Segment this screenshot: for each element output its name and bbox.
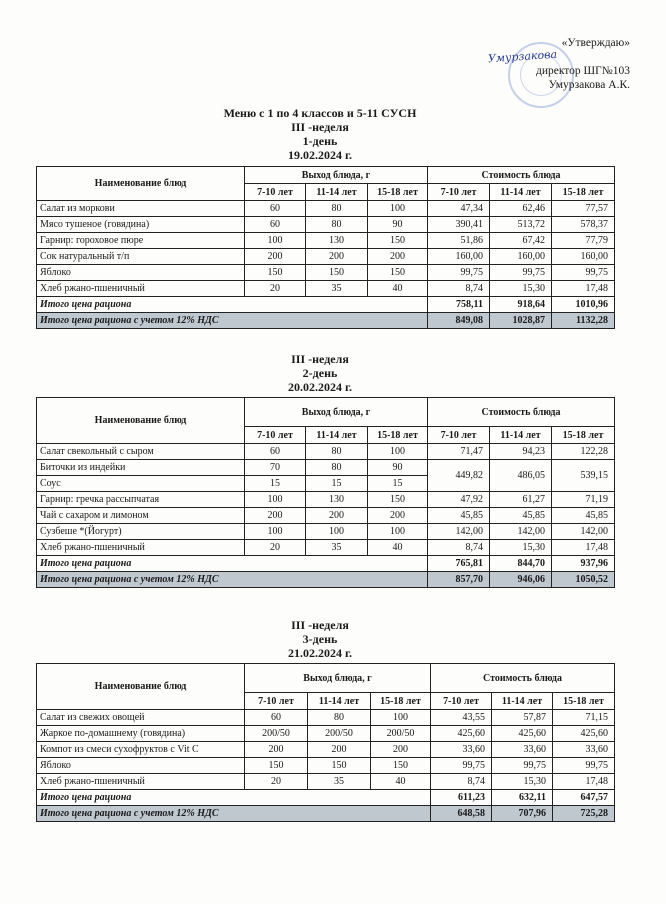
dish-weight: 15 <box>245 476 306 492</box>
total-cost: 765,81 <box>428 556 490 572</box>
week-label: III -неделя <box>291 618 349 632</box>
dish-name: Хлеб ржано-пшеничный <box>37 540 245 556</box>
dish-name: Салат из свежих овощей <box>37 710 245 726</box>
dish-weight: 40 <box>368 540 428 556</box>
vat-total-cost: 1132,28 <box>552 313 615 329</box>
dish-cost: 142,00 <box>490 524 552 540</box>
day-label: 1-день <box>302 134 338 148</box>
col-header-age: 11-14 лет <box>308 693 371 710</box>
vat-total-row <box>37 806 615 822</box>
dish-weight: 20 <box>245 774 308 790</box>
dish-weight: 20 <box>245 540 306 556</box>
vat-total-cost: 946,06 <box>490 572 552 588</box>
total-row <box>37 297 615 313</box>
table-row <box>37 249 615 265</box>
dish-weight: 200 <box>245 249 306 265</box>
menu-table-day-1 <box>36 166 615 329</box>
dish-weight: 80 <box>306 201 368 217</box>
dish-name: Гарнир: гороховое пюре <box>37 233 245 249</box>
table-row <box>37 492 615 508</box>
dish-weight: 100 <box>245 524 306 540</box>
dish-cost: 57,87 <box>492 710 553 726</box>
total-row <box>37 790 615 806</box>
table-row <box>37 726 615 742</box>
total-cost: 844,70 <box>490 556 552 572</box>
approval-block <box>480 36 630 92</box>
dish-weight: 150 <box>245 758 308 774</box>
vat-total-cost: 857,70 <box>428 572 490 588</box>
vat-total-cost: 849,08 <box>428 313 490 329</box>
dish-weight: 15 <box>306 476 368 492</box>
dish-cost: 62,46 <box>490 201 552 217</box>
dish-weight: 40 <box>371 774 431 790</box>
menu-table-day-3 <box>36 663 615 822</box>
dish-weight: 100 <box>245 233 306 249</box>
dish-cost: 51,86 <box>428 233 490 249</box>
table-row <box>37 201 615 217</box>
dish-weight: 200/50 <box>308 726 371 742</box>
dish-name: Салат свекольный с сыром <box>37 444 245 460</box>
dish-cost: 71,15 <box>553 710 615 726</box>
director-signature: Умурзакова <box>487 47 558 66</box>
col-header-cost: Стоимость блюда <box>428 167 615 184</box>
dish-weight: 80 <box>308 710 371 726</box>
vat-total-cost: 648,58 <box>431 806 492 822</box>
col-header-cost: Стоимость блюда <box>431 664 615 693</box>
table-row <box>37 217 615 233</box>
dish-weight: 200 <box>245 508 306 524</box>
dish-weight: 200 <box>306 508 368 524</box>
total-label: Итого цена рациона <box>37 556 428 572</box>
dish-cost: 45,85 <box>552 508 615 524</box>
dish-weight: 200 <box>308 742 371 758</box>
dish-cost: 43,55 <box>431 710 492 726</box>
total-cost: 647,57 <box>553 790 615 806</box>
dish-cost: 99,75 <box>431 758 492 774</box>
dish-name: Биточки из индейки <box>37 460 245 476</box>
dish-cost: 539,15 <box>552 460 615 492</box>
dish-cost: 33,60 <box>553 742 615 758</box>
dish-name: Гарнир: гречка рассыпчатая <box>37 492 245 508</box>
dish-cost: 99,75 <box>552 265 615 281</box>
dish-name: Яблоко <box>37 758 245 774</box>
dish-cost: 15,30 <box>492 774 553 790</box>
table-row <box>37 774 615 790</box>
main-title: Меню с 1 по 4 классов и 5-11 СУСН <box>223 106 417 120</box>
dish-cost: 425,60 <box>553 726 615 742</box>
vat-total-row <box>37 572 615 588</box>
dish-name: Соус <box>37 476 245 492</box>
week-label: III -неделя <box>291 352 349 366</box>
dish-weight: 90 <box>368 460 428 476</box>
dish-cost: 425,60 <box>431 726 492 742</box>
dish-weight: 200 <box>306 249 368 265</box>
col-header-name: Наименование блюд <box>37 167 245 201</box>
approval-heading: «Утверждаю» <box>561 37 630 49</box>
dish-cost: 71,47 <box>428 444 490 460</box>
dish-weight: 150 <box>245 265 306 281</box>
col-header-output: Выход блюда, г <box>245 167 428 184</box>
table-row <box>37 524 615 540</box>
date-label: 20.02.2024 г. <box>287 380 353 394</box>
dish-weight: 100 <box>371 710 431 726</box>
dish-cost: 142,00 <box>552 524 615 540</box>
col-header-name: Наименование блюд <box>37 398 245 444</box>
col-header-age: 15-18 лет <box>552 184 615 201</box>
dish-weight: 200 <box>245 742 308 758</box>
dish-weight: 150 <box>306 265 368 281</box>
dish-cost: 17,48 <box>553 774 615 790</box>
total-cost: 632,11 <box>492 790 553 806</box>
dish-name: Компот из смеси сухофруктов с Vit C <box>37 742 245 758</box>
dish-weight: 60 <box>245 201 306 217</box>
vat-total-label: Итого цена рациона с учетом 12% НДС <box>37 313 428 329</box>
dish-weight: 150 <box>368 492 428 508</box>
dish-cost: 8,74 <box>428 540 490 556</box>
total-cost: 1010,96 <box>552 297 615 313</box>
dish-weight: 150 <box>368 233 428 249</box>
col-header-age: 7-10 лет <box>431 693 492 710</box>
dish-cost: 513,72 <box>490 217 552 233</box>
col-header-output: Выход блюда, г <box>245 664 431 693</box>
col-header-age: 15-18 лет <box>552 427 615 444</box>
table-row <box>37 233 615 249</box>
dish-cost: 122,28 <box>552 444 615 460</box>
dish-weight: 200/50 <box>371 726 431 742</box>
dish-cost: 47,92 <box>428 492 490 508</box>
col-header-age: 15-18 лет <box>368 184 428 201</box>
vat-total-cost: 1050,52 <box>552 572 615 588</box>
dish-name: Хлеб ржано-пшеничный <box>37 281 245 297</box>
table-row <box>37 508 615 524</box>
total-cost: 611,23 <box>431 790 492 806</box>
table-row <box>37 742 615 758</box>
day-label: 2-день <box>302 366 338 380</box>
col-header-age: 7-10 лет <box>428 427 490 444</box>
table-row <box>37 710 615 726</box>
dish-cost: 99,75 <box>428 265 490 281</box>
dish-weight: 150 <box>368 265 428 281</box>
col-header-age: 15-18 лет <box>553 693 615 710</box>
table-row <box>37 265 615 281</box>
col-header-age: 11-14 лет <box>490 184 552 201</box>
dish-weight: 80 <box>306 444 368 460</box>
dish-weight: 60 <box>245 444 306 460</box>
approval-position: директор ШГ№103 <box>535 65 630 77</box>
dish-weight: 200 <box>368 249 428 265</box>
dish-cost: 71,19 <box>552 492 615 508</box>
day-label: 3-день <box>302 632 338 646</box>
dish-weight: 60 <box>245 710 308 726</box>
dish-cost: 160,00 <box>552 249 615 265</box>
vat-total-cost: 725,28 <box>553 806 615 822</box>
dish-weight: 100 <box>368 444 428 460</box>
col-header-output: Выход блюда, г <box>245 398 428 427</box>
dish-name: Яблоко <box>37 265 245 281</box>
dish-weight: 90 <box>368 217 428 233</box>
dish-cost: 33,60 <box>492 742 553 758</box>
total-cost: 758,11 <box>428 297 490 313</box>
dish-cost: 94,23 <box>490 444 552 460</box>
dish-weight: 130 <box>306 233 368 249</box>
dish-weight: 150 <box>308 758 371 774</box>
dish-cost: 77,79 <box>552 233 615 249</box>
dish-cost: 8,74 <box>431 774 492 790</box>
dish-cost: 77,57 <box>552 201 615 217</box>
dish-weight: 200 <box>371 742 431 758</box>
date-label: 19.02.2024 г. <box>287 148 353 162</box>
dish-weight: 35 <box>308 774 371 790</box>
dish-cost: 17,48 <box>552 281 615 297</box>
vat-total-row <box>37 313 615 329</box>
dish-cost: 15,30 <box>490 540 552 556</box>
dish-name: Жаркое по-домашнему (говядина) <box>37 726 245 742</box>
dish-weight: 200 <box>368 508 428 524</box>
dish-weight: 35 <box>306 540 368 556</box>
day-2-heading <box>150 352 490 394</box>
menu-table-day-2 <box>36 397 615 588</box>
table-row <box>37 281 615 297</box>
total-label: Итого цена рациона <box>37 790 431 806</box>
dish-weight: 100 <box>306 524 368 540</box>
dish-name: Чай с сахаром и лимоном <box>37 508 245 524</box>
dish-cost: 99,75 <box>490 265 552 281</box>
dish-name: Сок натуральный т/п <box>37 249 245 265</box>
dish-cost: 99,75 <box>553 758 615 774</box>
dish-cost: 390,41 <box>428 217 490 233</box>
vat-total-cost: 1028,87 <box>490 313 552 329</box>
col-header-age: 7-10 лет <box>428 184 490 201</box>
dish-cost: 45,85 <box>428 508 490 524</box>
dish-name: Сузбеше *(Йогурт) <box>37 524 245 540</box>
col-header-age: 11-14 лет <box>490 427 552 444</box>
week-label: III -неделя <box>291 120 349 134</box>
dish-weight: 60 <box>245 217 306 233</box>
col-header-age: 7-10 лет <box>245 184 306 201</box>
dish-cost: 425,60 <box>492 726 553 742</box>
col-header-age: 15-18 лет <box>371 693 431 710</box>
dish-cost: 67,42 <box>490 233 552 249</box>
table-row <box>37 460 615 476</box>
vat-total-label: Итого цена рациона с учетом 12% НДС <box>37 572 428 588</box>
dish-cost: 61,27 <box>490 492 552 508</box>
dish-weight: 35 <box>306 281 368 297</box>
total-row <box>37 556 615 572</box>
dish-cost: 17,48 <box>552 540 615 556</box>
total-cost: 937,96 <box>552 556 615 572</box>
dish-weight: 80 <box>306 460 368 476</box>
dish-weight: 100 <box>368 201 428 217</box>
total-label: Итого цена рациона <box>37 297 428 313</box>
col-header-age: 11-14 лет <box>492 693 553 710</box>
dish-cost: 15,30 <box>490 281 552 297</box>
vat-total-label: Итого цена рациона с учетом 12% НДС <box>37 806 431 822</box>
dish-weight: 15 <box>368 476 428 492</box>
table-row <box>37 444 615 460</box>
dish-cost: 45,85 <box>490 508 552 524</box>
dish-weight: 100 <box>368 524 428 540</box>
dish-name: Салат из моркови <box>37 201 245 217</box>
dish-cost: 33,60 <box>431 742 492 758</box>
date-label: 21.02.2024 г. <box>287 646 353 660</box>
dish-weight: 130 <box>306 492 368 508</box>
col-header-age: 7-10 лет <box>245 693 308 710</box>
dish-name: Мясо тушеное (говядина) <box>37 217 245 233</box>
dish-name: Хлеб ржано-пшеничный <box>37 774 245 790</box>
col-header-age: 7-10 лет <box>245 427 306 444</box>
dish-cost: 47,34 <box>428 201 490 217</box>
dish-cost: 160,00 <box>428 249 490 265</box>
col-header-cost: Стоимость блюда <box>428 398 615 427</box>
dish-weight: 100 <box>245 492 306 508</box>
dish-weight: 150 <box>371 758 431 774</box>
dish-weight: 70 <box>245 460 306 476</box>
approval-director-name: Умурзакова А.К. <box>548 79 630 91</box>
dish-weight: 80 <box>306 217 368 233</box>
vat-total-cost: 707,96 <box>492 806 553 822</box>
dish-cost: 486,05 <box>490 460 552 492</box>
dish-weight: 20 <box>245 281 306 297</box>
col-header-age: 11-14 лет <box>306 427 368 444</box>
dish-weight: 200/50 <box>245 726 308 742</box>
dish-cost: 142,00 <box>428 524 490 540</box>
dish-cost: 449,82 <box>428 460 490 492</box>
dish-cost: 99,75 <box>492 758 553 774</box>
dish-cost: 160,00 <box>490 249 552 265</box>
day-1-heading <box>150 106 490 162</box>
col-header-age: 11-14 лет <box>306 184 368 201</box>
day-3-heading <box>150 618 490 660</box>
col-header-age: 15-18 лет <box>368 427 428 444</box>
dish-cost: 8,74 <box>428 281 490 297</box>
table-row <box>37 758 615 774</box>
table-row <box>37 540 615 556</box>
dish-cost: 578,37 <box>552 217 615 233</box>
col-header-name: Наименование блюд <box>37 664 245 710</box>
dish-weight: 40 <box>368 281 428 297</box>
total-cost: 918,64 <box>490 297 552 313</box>
